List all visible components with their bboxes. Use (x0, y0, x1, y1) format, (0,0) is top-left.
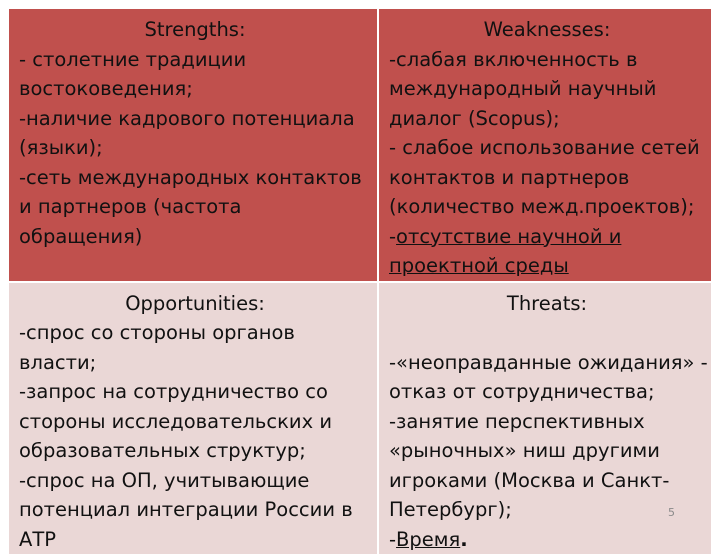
strengths-line: (языки); (19, 136, 103, 159)
weaknesses-last-line (389, 222, 705, 252)
swot-row-bottom (8, 282, 712, 556)
strengths-line: - столетние традиции (19, 47, 247, 71)
weaknesses-line: международный научный (389, 77, 657, 100)
page-number: 5 (668, 506, 675, 519)
strengths-line: -сеть международных контактов (19, 165, 362, 189)
opportunities-line: АТР (19, 527, 57, 551)
strengths-line: -наличие кадрового потенциала (19, 106, 355, 130)
opportunities-line: власти; (19, 350, 97, 374)
weaknesses-underlined-text: отсутствие научной и (396, 224, 622, 248)
threats-line: игроками (Москва и Санкт- (389, 468, 670, 492)
strengths-line: обращения) (19, 224, 143, 248)
weaknesses-cell (378, 8, 712, 282)
threats-line: «рыночных» ниш другими (389, 439, 660, 462)
opportunities-title: Opportunities: (125, 291, 265, 315)
weaknesses-title: Weaknesses: (483, 18, 611, 41)
strengths-title: Strengths: (144, 18, 246, 41)
weaknesses-line: -слабая включенность в (389, 47, 638, 71)
opportunities-line: образовательных структур; (19, 439, 306, 462)
threats-cell (378, 282, 712, 556)
threats-last-line (389, 525, 705, 555)
weaknesses-line: контактов и партнеров (389, 165, 630, 189)
swot-table (7, 7, 713, 556)
opportunities-line: -запрос на сотрудничество со (19, 380, 328, 403)
opportunities-line: потенциал интеграции России в (19, 498, 353, 521)
strengths-cell (8, 8, 378, 282)
weaknesses-line: (количество межд.проектов); (389, 195, 695, 218)
threats-underlined-text: Время (396, 527, 461, 551)
threats-last-suffix: . (460, 527, 468, 551)
strengths-line: востоковедения; (19, 77, 193, 100)
weaknesses-line: диалог (Scopus); (389, 106, 560, 130)
threats-last-prefix: - (389, 527, 397, 551)
weaknesses-line: - слабое использование сетей (389, 136, 700, 159)
opportunities-line: -спрос на ОП, учитывающие (19, 468, 310, 492)
strengths-line: и партнеров (частота (19, 195, 242, 218)
threats-title: Threats: (506, 291, 588, 315)
threats-line: -занятие перспективных (389, 409, 645, 433)
opportunities-line: стороны исследовательских и (19, 409, 332, 433)
opportunities-line: -спрос со стороны органов (19, 321, 295, 344)
weaknesses-last-prefix: - (389, 224, 397, 248)
threats-spacer (389, 318, 705, 348)
threats-line: отказ от сотрудничества; (389, 380, 655, 403)
weaknesses-underlined-text: проектной среды (389, 254, 569, 277)
threats-line: Петербург); (389, 498, 512, 521)
opportunities-cell (8, 282, 378, 556)
threats-line: -«неоправданные ожидания» - (389, 350, 708, 374)
swot-row-top (8, 8, 712, 282)
